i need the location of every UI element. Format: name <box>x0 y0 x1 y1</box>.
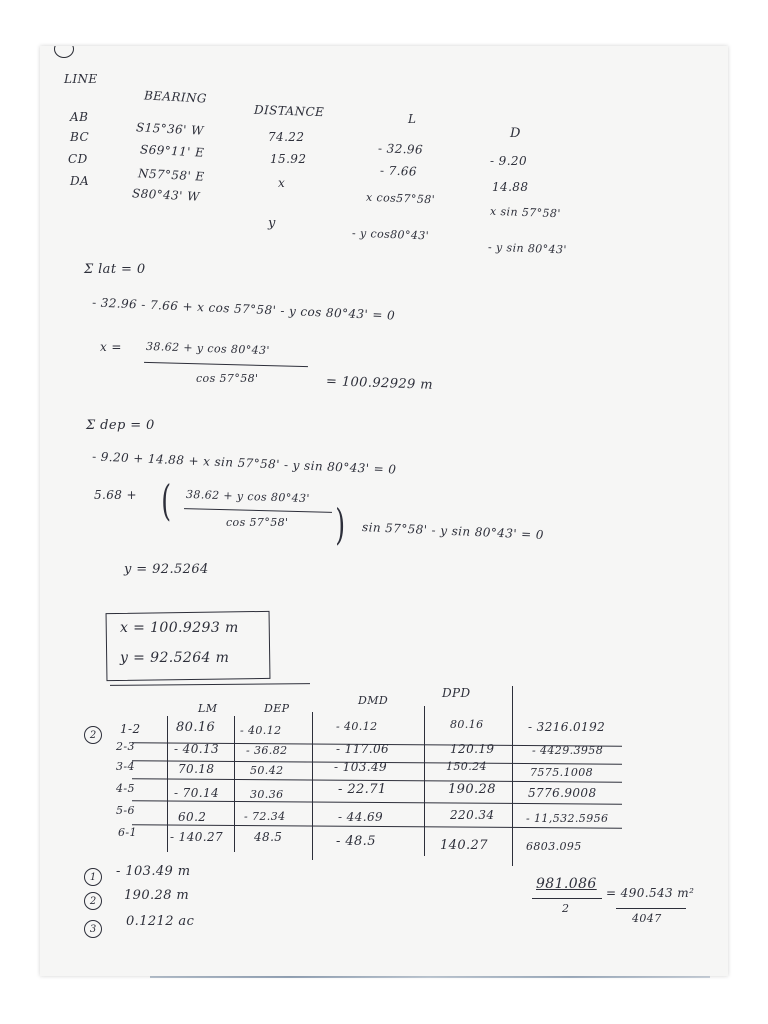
area-divisor: 4047 <box>632 912 662 925</box>
dmd-row-area: 5776.9008 <box>528 786 597 800</box>
row-rule-4 <box>132 800 622 805</box>
col-divider-2 <box>234 716 235 852</box>
close-paren: ) <box>335 500 346 549</box>
col-divider-5 <box>512 686 513 866</box>
answer-marker: 2 <box>84 892 102 910</box>
row-bearing-ab: S15°36' W <box>135 120 205 138</box>
row-lat-cd: x cos57°58' <box>365 190 436 207</box>
dmd-row-dpd: 220.34 <box>450 808 495 822</box>
answer-marker: 1 <box>84 868 102 886</box>
answer-x: x = 100.9293 m <box>120 620 239 636</box>
dmd-row-dmd: - 44.69 <box>338 810 384 824</box>
dep-eq-title: Σ dep = 0 <box>86 418 155 433</box>
dep-eq-fraction-bar <box>184 508 332 513</box>
answer-marker: 3 <box>84 920 102 938</box>
dmd-header-dmd: DMD <box>358 694 389 707</box>
col-divider-3 <box>312 712 313 860</box>
dmd-row-dpd: 150.24 <box>446 760 487 773</box>
row-line-da: DA <box>70 174 90 188</box>
lat-eq-numerator: 38.62 + y cos 80°43' <box>145 339 271 358</box>
dmd-row-dep: 50.42 <box>250 764 284 777</box>
dmd-row-dpd: 80.16 <box>450 718 484 731</box>
header-bearing: BEARING <box>143 88 208 106</box>
header-distance: DISTANCE <box>253 102 325 120</box>
col-divider-1 <box>167 716 168 852</box>
dmd-row-lat: - 70.14 <box>174 786 220 800</box>
dmd-row-dep: - 40.12 <box>240 724 282 737</box>
row-dep-da: x sin 57°58' <box>489 204 561 221</box>
part-2-marker: 2 <box>84 726 102 744</box>
dep-eq-denominator: cos 57°58' <box>226 516 289 529</box>
row-dep-cd: 14.88 <box>492 180 529 194</box>
row-line-ab: AB <box>70 110 89 124</box>
dmd-row-line: 3-4 <box>116 760 135 773</box>
dmd-row-dmd: - 22.71 <box>338 782 387 797</box>
dmd-header-dep: DEP <box>264 702 290 715</box>
dmd-row-dpd: 140.27 <box>440 838 488 853</box>
row-lat-ab: - 32.96 <box>377 141 424 157</box>
area-result: = 490.543 m² <box>606 886 695 900</box>
dmd-row-line: 6-1 <box>118 826 137 839</box>
lat-eq-fraction-bar <box>144 362 308 368</box>
row-line-cd: CD <box>68 152 88 166</box>
dmd-row-line: 4-5 <box>116 782 135 795</box>
dmd-row-area: - 11,532.5956 <box>526 812 609 825</box>
dmd-row-dpd: 120.19 <box>450 742 495 756</box>
dep-eq-tail: sin 57°58' - y sin 80°43' = 0 <box>361 520 545 542</box>
dmd-header-lm: LM <box>198 702 218 715</box>
dmd-row-dmd: - 117.06 <box>336 742 390 756</box>
dmd-row-dmd: - 40.12 <box>336 720 378 733</box>
header-dep: D <box>510 126 521 141</box>
dmd-row-area: 7575.1008 <box>530 766 594 779</box>
dmd-row-dmd: - 103.49 <box>334 760 388 774</box>
header-line: LINE <box>64 72 98 86</box>
answer-3: 0.1212 ac <box>126 914 195 929</box>
dmd-row-lat: 70.18 <box>178 762 215 776</box>
lat-eq-result: = 100.92929 m <box>325 374 434 393</box>
open-paren: ( <box>161 476 172 525</box>
answer-1: - 103.49 m <box>116 864 191 879</box>
dmd-row-lat: 80.16 <box>176 720 216 735</box>
page-marker-circle <box>54 46 74 58</box>
dep-eq-numerator: 38.62 + y cos 80°43' <box>185 487 311 506</box>
row-distance-cd: x <box>278 176 286 190</box>
area-sum: 981.086 <box>536 876 597 892</box>
answer-2: 190.28 m <box>124 888 190 903</box>
dmd-row-dep: 48.5 <box>254 830 283 844</box>
dep-eq-lead: 5.68 + <box>94 488 137 502</box>
dmd-row-area: - 4429.3958 <box>532 744 604 757</box>
dmd-row-line: 2-3 <box>116 740 135 753</box>
dmd-row-line: 1-2 <box>120 722 141 736</box>
lat-eq-line1: - 32.96 - 7.66 + x cos 57°58' - y cos 80°43' = 0 <box>91 295 396 323</box>
lat-eq-denominator: cos 57°58' <box>196 372 259 385</box>
dmd-row-dep: 30.36 <box>250 788 284 801</box>
row-bearing-bc: S69°11' E <box>139 142 205 160</box>
extra-dep: - y sin 80°43' <box>487 240 567 257</box>
row-bearing-cd: N57°58' E <box>137 166 205 184</box>
area-denominator: 2 <box>562 902 570 915</box>
dep-eq-y-result: y = 92.5264 <box>124 562 209 577</box>
dmd-row-dmd: - 48.5 <box>336 834 376 849</box>
dmd-header-dpd: DPD <box>442 686 471 700</box>
dmd-row-lat: - 140.27 <box>170 830 224 844</box>
dep-eq-line1: - 9.20 + 14.88 + x sin 57°58' - y sin 80°43' = 0 <box>91 449 397 477</box>
lat-eq-title: Σ lat = 0 <box>84 262 146 277</box>
row-lat-bc: - 7.66 <box>379 163 418 179</box>
dmd-row-lat: 60.2 <box>178 810 207 824</box>
dmd-row-dep: - 72.34 <box>244 810 286 823</box>
row-lat-da: - y cos80°43' <box>351 226 430 243</box>
dmd-row-dep: - 36.82 <box>246 744 288 757</box>
dmd-row-area: - 3216.0192 <box>528 720 606 734</box>
row-dep-bc: - 9.20 <box>490 154 527 168</box>
lat-eq-x-label: x = <box>100 340 122 354</box>
header-lat: L <box>408 112 417 126</box>
row-distance-bc: 15.92 <box>270 152 307 166</box>
answer-y: y = 92.5264 m <box>120 650 230 666</box>
area-result-bar <box>616 908 686 909</box>
row-line-bc: BC <box>70 130 90 144</box>
dmd-row-dpd: 190.28 <box>448 782 496 797</box>
area-fraction-bar <box>532 898 602 899</box>
dmd-row-lat: - 40.13 <box>174 742 220 756</box>
dmd-row-line: 5-6 <box>116 804 135 817</box>
row-distance-da: y <box>268 216 276 231</box>
box-underline <box>110 683 310 686</box>
row-bearing-da: S80°43' W <box>131 186 201 204</box>
row-distance-ab: 74.22 <box>268 130 305 144</box>
handwritten-page <box>40 46 728 976</box>
dmd-row-area: 6803.095 <box>526 840 582 853</box>
